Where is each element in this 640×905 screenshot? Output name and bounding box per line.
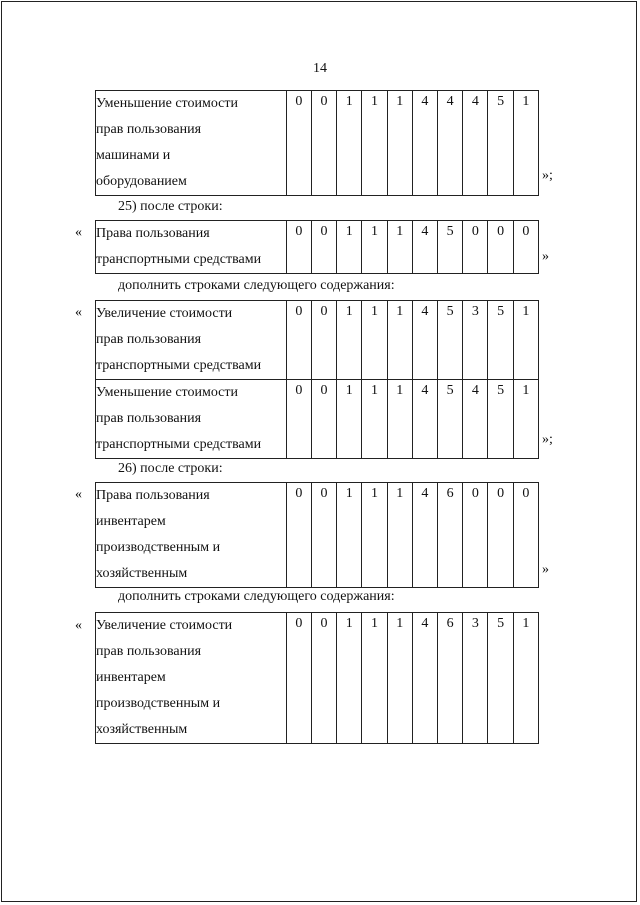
paragraph-25: 25) после строки: [118,199,223,214]
row-label-line: производственным и [96,696,221,711]
code-digit-cell [463,380,488,459]
code-digit-cell [463,91,488,196]
table-row [96,91,539,196]
code-digit-cell [362,483,387,588]
code-digit-cell [362,91,387,196]
code-digit-cell [311,91,336,196]
row-label-line: транспортными средствами [96,252,262,267]
code-digit: 1 [370,383,378,398]
code-digit: 0 [522,224,530,239]
code-digit: 5 [446,304,454,319]
row-label-line: Увеличение стоимости [96,618,233,633]
code-digit-cell [513,301,538,380]
code-digit-cell [362,380,387,459]
code-digit: 1 [370,224,378,239]
code-digit: 1 [522,94,530,109]
code-digit: 0 [320,486,328,501]
code-digit: 1 [522,304,530,319]
code-digit-cell [412,91,437,196]
code-digit: 1 [345,224,353,239]
code-digit-cell [387,91,412,196]
closing-quote: »; [542,168,553,183]
code-digit: 0 [295,94,303,109]
code-digit-cell [362,301,387,380]
opening-quote: « [75,487,82,502]
code-digit-cell [412,301,437,380]
table-row [96,483,539,588]
table-row [96,613,539,744]
code-digit-cell [412,380,437,459]
code-digit: 1 [396,304,404,319]
code-digit: 0 [320,616,328,631]
code-digit-cell [337,91,362,196]
code-digit-cell [311,380,336,459]
code-digit-cell [337,613,362,744]
code-digit-cell [387,483,412,588]
code-digit-cell [438,301,463,380]
code-digit: 1 [370,304,378,319]
code-digit: 0 [471,486,479,501]
code-digit: 4 [446,94,454,109]
code-digit: 0 [320,304,328,319]
code-digit: 1 [396,224,404,239]
code-digit: 1 [345,616,353,631]
code-digit-cell [387,380,412,459]
code-digit: 5 [446,383,454,398]
code-digit-cell [311,613,336,744]
code-digit-cell [387,301,412,380]
code-digit: 3 [471,304,479,319]
code-digit: 4 [421,616,429,631]
code-digit-cell [513,91,538,196]
row-label-line: производственным и [96,540,221,555]
row-label-line: Увеличение стоимости [96,306,233,321]
code-digit-cell [438,380,463,459]
table-row [96,380,539,459]
code-digit-cell [438,613,463,744]
code-table-inventory-increase [95,612,539,744]
code-digit: 0 [320,224,328,239]
code-digit: 0 [295,486,303,501]
row-label-line: оборудованием [96,174,187,189]
code-digit: 0 [295,616,303,631]
row-label [96,301,287,380]
row-label [96,91,287,196]
row-label [96,483,287,588]
code-digit-cell [337,301,362,380]
code-digit: 1 [522,616,530,631]
code-digit-cell [387,221,412,274]
code-digit-cell [513,613,538,744]
table-row [96,301,539,380]
closing-quote: »; [542,432,553,447]
code-digit: 0 [295,383,303,398]
code-digit-cell [488,483,513,588]
code-digit: 4 [421,224,429,239]
code-digit: 1 [345,304,353,319]
code-digit-cell [286,613,311,744]
code-digit-cell [311,483,336,588]
code-digit-cell [311,301,336,380]
code-digit-cell [387,613,412,744]
code-digit-cell [513,380,538,459]
code-digit-cell [362,221,387,274]
code-digit: 1 [396,383,404,398]
code-digit: 1 [345,383,353,398]
code-digit: 1 [396,616,404,631]
code-digit: 1 [370,486,378,501]
code-digit: 4 [421,304,429,319]
code-digit: 3 [471,616,479,631]
code-digit: 0 [522,486,530,501]
opening-quote: « [75,305,82,320]
code-digit-cell [513,221,538,274]
paragraph-add-rows: дополнить строками следующего содержания: [118,589,395,604]
row-label-line: Права пользования [96,488,210,503]
code-digit: 0 [497,486,505,501]
code-table-vehicles-rights [95,220,539,274]
code-digit: 0 [497,224,505,239]
page-number: 14 [313,61,327,76]
code-digit-cell [337,380,362,459]
row-label [96,613,287,744]
code-digit-cell [488,613,513,744]
code-digit-cell [337,483,362,588]
row-label-line: хозяйственным [96,566,188,581]
table-row [96,221,539,274]
code-digit: 1 [396,486,404,501]
code-digit: 0 [320,383,328,398]
code-digit-cell [362,613,387,744]
row-label-line: машинами и [96,148,171,163]
opening-quote: « [75,225,82,240]
code-digit-cell [412,221,437,274]
code-digit-cell [488,91,513,196]
code-digit-cell [311,221,336,274]
row-label [96,380,287,459]
code-digit: 6 [446,616,454,631]
code-digit: 1 [396,94,404,109]
code-digit-cell [286,483,311,588]
code-digit-cell [463,301,488,380]
code-digit: 1 [345,94,353,109]
closing-quote: » [542,562,549,577]
code-table-machinery-decrease [95,90,539,196]
row-label-line: транспортными средствами [96,437,262,452]
code-digit: 5 [497,383,505,398]
code-digit-cell [463,221,488,274]
row-label-line: инвентарем [96,670,166,685]
code-digit: 1 [522,383,530,398]
code-digit-cell [286,91,311,196]
code-digit-cell [488,301,513,380]
row-label [96,221,287,274]
code-digit-cell [286,301,311,380]
code-digit-cell [488,221,513,274]
code-digit-cell [337,221,362,274]
row-label-line: хозяйственным [96,722,188,737]
code-digit-cell [438,221,463,274]
code-digit: 5 [497,94,505,109]
code-digit: 4 [421,383,429,398]
row-label-line: Права пользования [96,226,210,241]
code-digit-cell [513,483,538,588]
code-digit-cell [286,221,311,274]
code-digit-cell [463,483,488,588]
code-digit-cell [463,613,488,744]
row-label-line: прав пользования [96,122,202,137]
code-digit: 5 [497,616,505,631]
code-table-inventory-rights [95,482,539,588]
code-digit: 0 [295,304,303,319]
row-label-line: Уменьшение стоимости [96,96,238,111]
opening-quote: « [75,618,82,633]
code-digit: 4 [471,94,479,109]
code-digit: 4 [421,486,429,501]
code-digit: 5 [497,304,505,319]
code-digit: 1 [370,616,378,631]
code-digit: 6 [446,486,454,501]
code-digit: 1 [370,94,378,109]
code-digit-cell [412,483,437,588]
code-digit-cell [412,613,437,744]
code-digit: 0 [471,224,479,239]
code-digit-cell [438,483,463,588]
code-digit: 4 [421,94,429,109]
row-label-line: прав пользования [96,332,202,347]
code-digit: 5 [446,224,454,239]
code-digit: 0 [295,224,303,239]
code-digit-cell [438,91,463,196]
row-label-line: прав пользования [96,644,202,659]
row-label-line: прав пользования [96,411,202,426]
code-table-vehicles-changes [95,300,539,459]
code-digit: 1 [345,486,353,501]
code-digit-cell [286,380,311,459]
code-digit: 4 [471,383,479,398]
paragraph-26: 26) после строки: [118,461,223,476]
code-digit: 0 [320,94,328,109]
paragraph-add-rows: дополнить строками следующего содержания: [118,278,395,293]
row-label-line: транспортными средствами [96,358,262,373]
row-label-line: Уменьшение стоимости [96,385,238,400]
code-digit-cell [488,380,513,459]
closing-quote: » [542,249,549,264]
row-label-line: инвентарем [96,514,166,529]
